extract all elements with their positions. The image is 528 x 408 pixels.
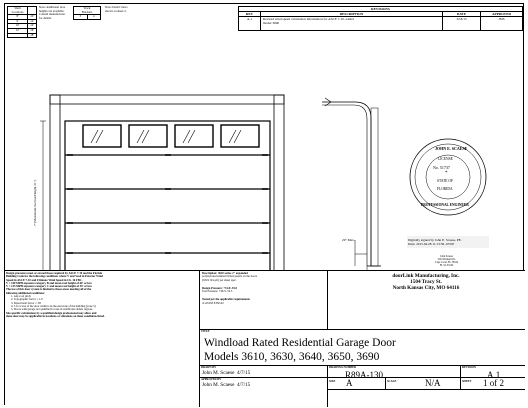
revision-row: A.1 Revised wind speed calculation information for ASCE 7-10, added model 3690 3/18/15 JMS: [239, 17, 523, 31]
scale-value: N/A: [425, 378, 441, 388]
header-jamb: [50, 95, 284, 104]
window-4: [221, 125, 259, 147]
revisions-title: REVISIONS: [239, 7, 523, 12]
seal-state-name: FLORIDA: [437, 187, 453, 191]
seal-bottom-text: PROFESSIONAL ENGINEER: [421, 203, 469, 207]
seal-star: *: [445, 171, 448, 176]
seal-top-text: LICENSE: [438, 157, 453, 161]
revision-value: A.1: [487, 370, 501, 380]
seal-name: JOHN E. SCAESE: [435, 146, 468, 151]
shaft-header: Shaft Locations: [8, 7, 28, 15]
track-table: Track Brackets 3 4: [73, 6, 101, 20]
company-info: doorLink Manufacturing, Inc. 1504 Tracy St. North Kansas City, MO 64116: [392, 273, 460, 292]
approved-by: John M. Scaese 4/7/15: [202, 382, 251, 388]
size-value: A: [346, 378, 353, 388]
left-jamb: [50, 95, 60, 278]
title-block: Design pressures meet or exceed those required by ASCE 7-10 and the Florida Building Code for the following conditions where V and Vasd in Exterior Wind Speed in ASCE 7-10 and Ultimate Wind Speed in Ch. 16 FBC. V = 160 MPH exposure category B and mean roof height of 60' or less V = 135 MPH exposure category C and mean roof height of 30' or less The use of this door system is limited to those areas meeting all of the following additional conditions: 1. Any roof pitch 2. Topographic factor = 1.0 3. Directional factor = .85 4. 5 ft or less of the door width is in the end zone of the building (zone 5) 5. Doors with garage not qualified for use in windborne debris regions Site specific calculations by a qualified design professional may allow and these door may be applicable in locations or situations on these conditions listed. Description: 3610 series 2" expanded polystyrene/nominal ribbed panels on the doors (XXX lb/sq.ft) per sheet spec. Design Pressure: +31.0/-35.0 Test Pressure: +46.5/-52.5 Tested per the applicable requirements of ASTM E330-02 DRAWN BY John M. Scaese 4/7/15 APPROVED BY John M. Scaese 4/7/15 doorLink Manufacturing, Inc. 1504 Tracy St. North Kansas City, MO 64116 TITLE Windload Rated Residential Garage Door Models 3610, 3630, 3640, 3650, 3690 DRAWING NUMBER R89A-130 REVISION A.1 SIZE A SCALE N/A SHEET 1 of 2: [5, 270, 525, 406]
revisions-table: REVISIONS REV DESCRIPTION DATE APPROVED A.1 Revised wind speed calculation information for ASCE 7-10, added model 3690 3/18/15 JMS: [238, 6, 523, 31]
product-notes: Description: 3610 series 2" expanded polystyrene/nominal ribbed panels on the doors (XXX lb/sq.ft) per sheet spec. Design Pressure: +31.0/-35.0 Test Pressure: +46.5/-52.5 Tested per the applicable requirements of ASTM E330-02: [202, 271, 257, 305]
drawing-title-line-1: Windload Rated Residential Garage Door: [204, 337, 396, 349]
engineer-address: John Scaese 3161 Dickens Dr. Cape Coral, FL 33914 FL 52-33134: [435, 255, 459, 267]
right-jamb: [274, 95, 284, 278]
drawn-by: John M. Scaese 4/7/15: [202, 370, 251, 376]
sheet-value: 1 of 2: [483, 378, 504, 388]
drawing-number: R89A-130: [345, 370, 383, 380]
drawing-title-line-2: Models 3610, 3630, 3640, 3650, 3690: [204, 351, 380, 363]
height-dimension-label: 7' (Maximum Section Height 21"): [33, 179, 37, 226]
track-header: Track Brackets: [74, 7, 101, 15]
design-notes: Design pressures meet or exceed those required by ASCE 7-10 and the Florida Building Code for the following conditions where V and Vasd in Exterior Wind Speed in ASCE 7-10 and Ultimate Wind Speed in Ch. 16 FBC. V = 160 MPH exposure category B and mean roof height of 60' or less V = 135 MPH exposure category C and mean roof height of 30' or less The use of this door system is limited to those areas meeting all of the following additional conditions: 1. Any roof pitch 2. Topographic factor = 1.0 3. Directional factor = .85 4. 5 ft or less of the door width is in the end zone of the building (zone 5) 5. Doors with garage not qualified for use in windborne debris regions Site specific calculations by a qualified design professional may allow and these door may be applicable in locations or situations on these conditions listed.: [6, 271, 105, 318]
digital-signature: Digitally signed by John E. Scaese, PE. Date: 2015.04.28 11:13:56 -05'00': [408, 238, 462, 246]
window-1: [83, 125, 121, 147]
side-dimension-label: 29" Max.: [342, 238, 355, 242]
shaft-note: Note: Additional door heights are available. Consult manufacturer for details.: [39, 5, 66, 20]
track-note: Note: Detail views shown on sheet 2.: [105, 5, 128, 13]
window-3: [175, 125, 213, 147]
window-2: [129, 125, 167, 147]
seal-state: STATE OF: [437, 179, 453, 183]
seal-number: No. 51737: [433, 165, 450, 170]
drawing-sheet: [4, 3, 524, 405]
shaft-table: Shaft Locations 8' 10' 9' 12' 10' 14' 12' 16' 18': [7, 6, 37, 38]
